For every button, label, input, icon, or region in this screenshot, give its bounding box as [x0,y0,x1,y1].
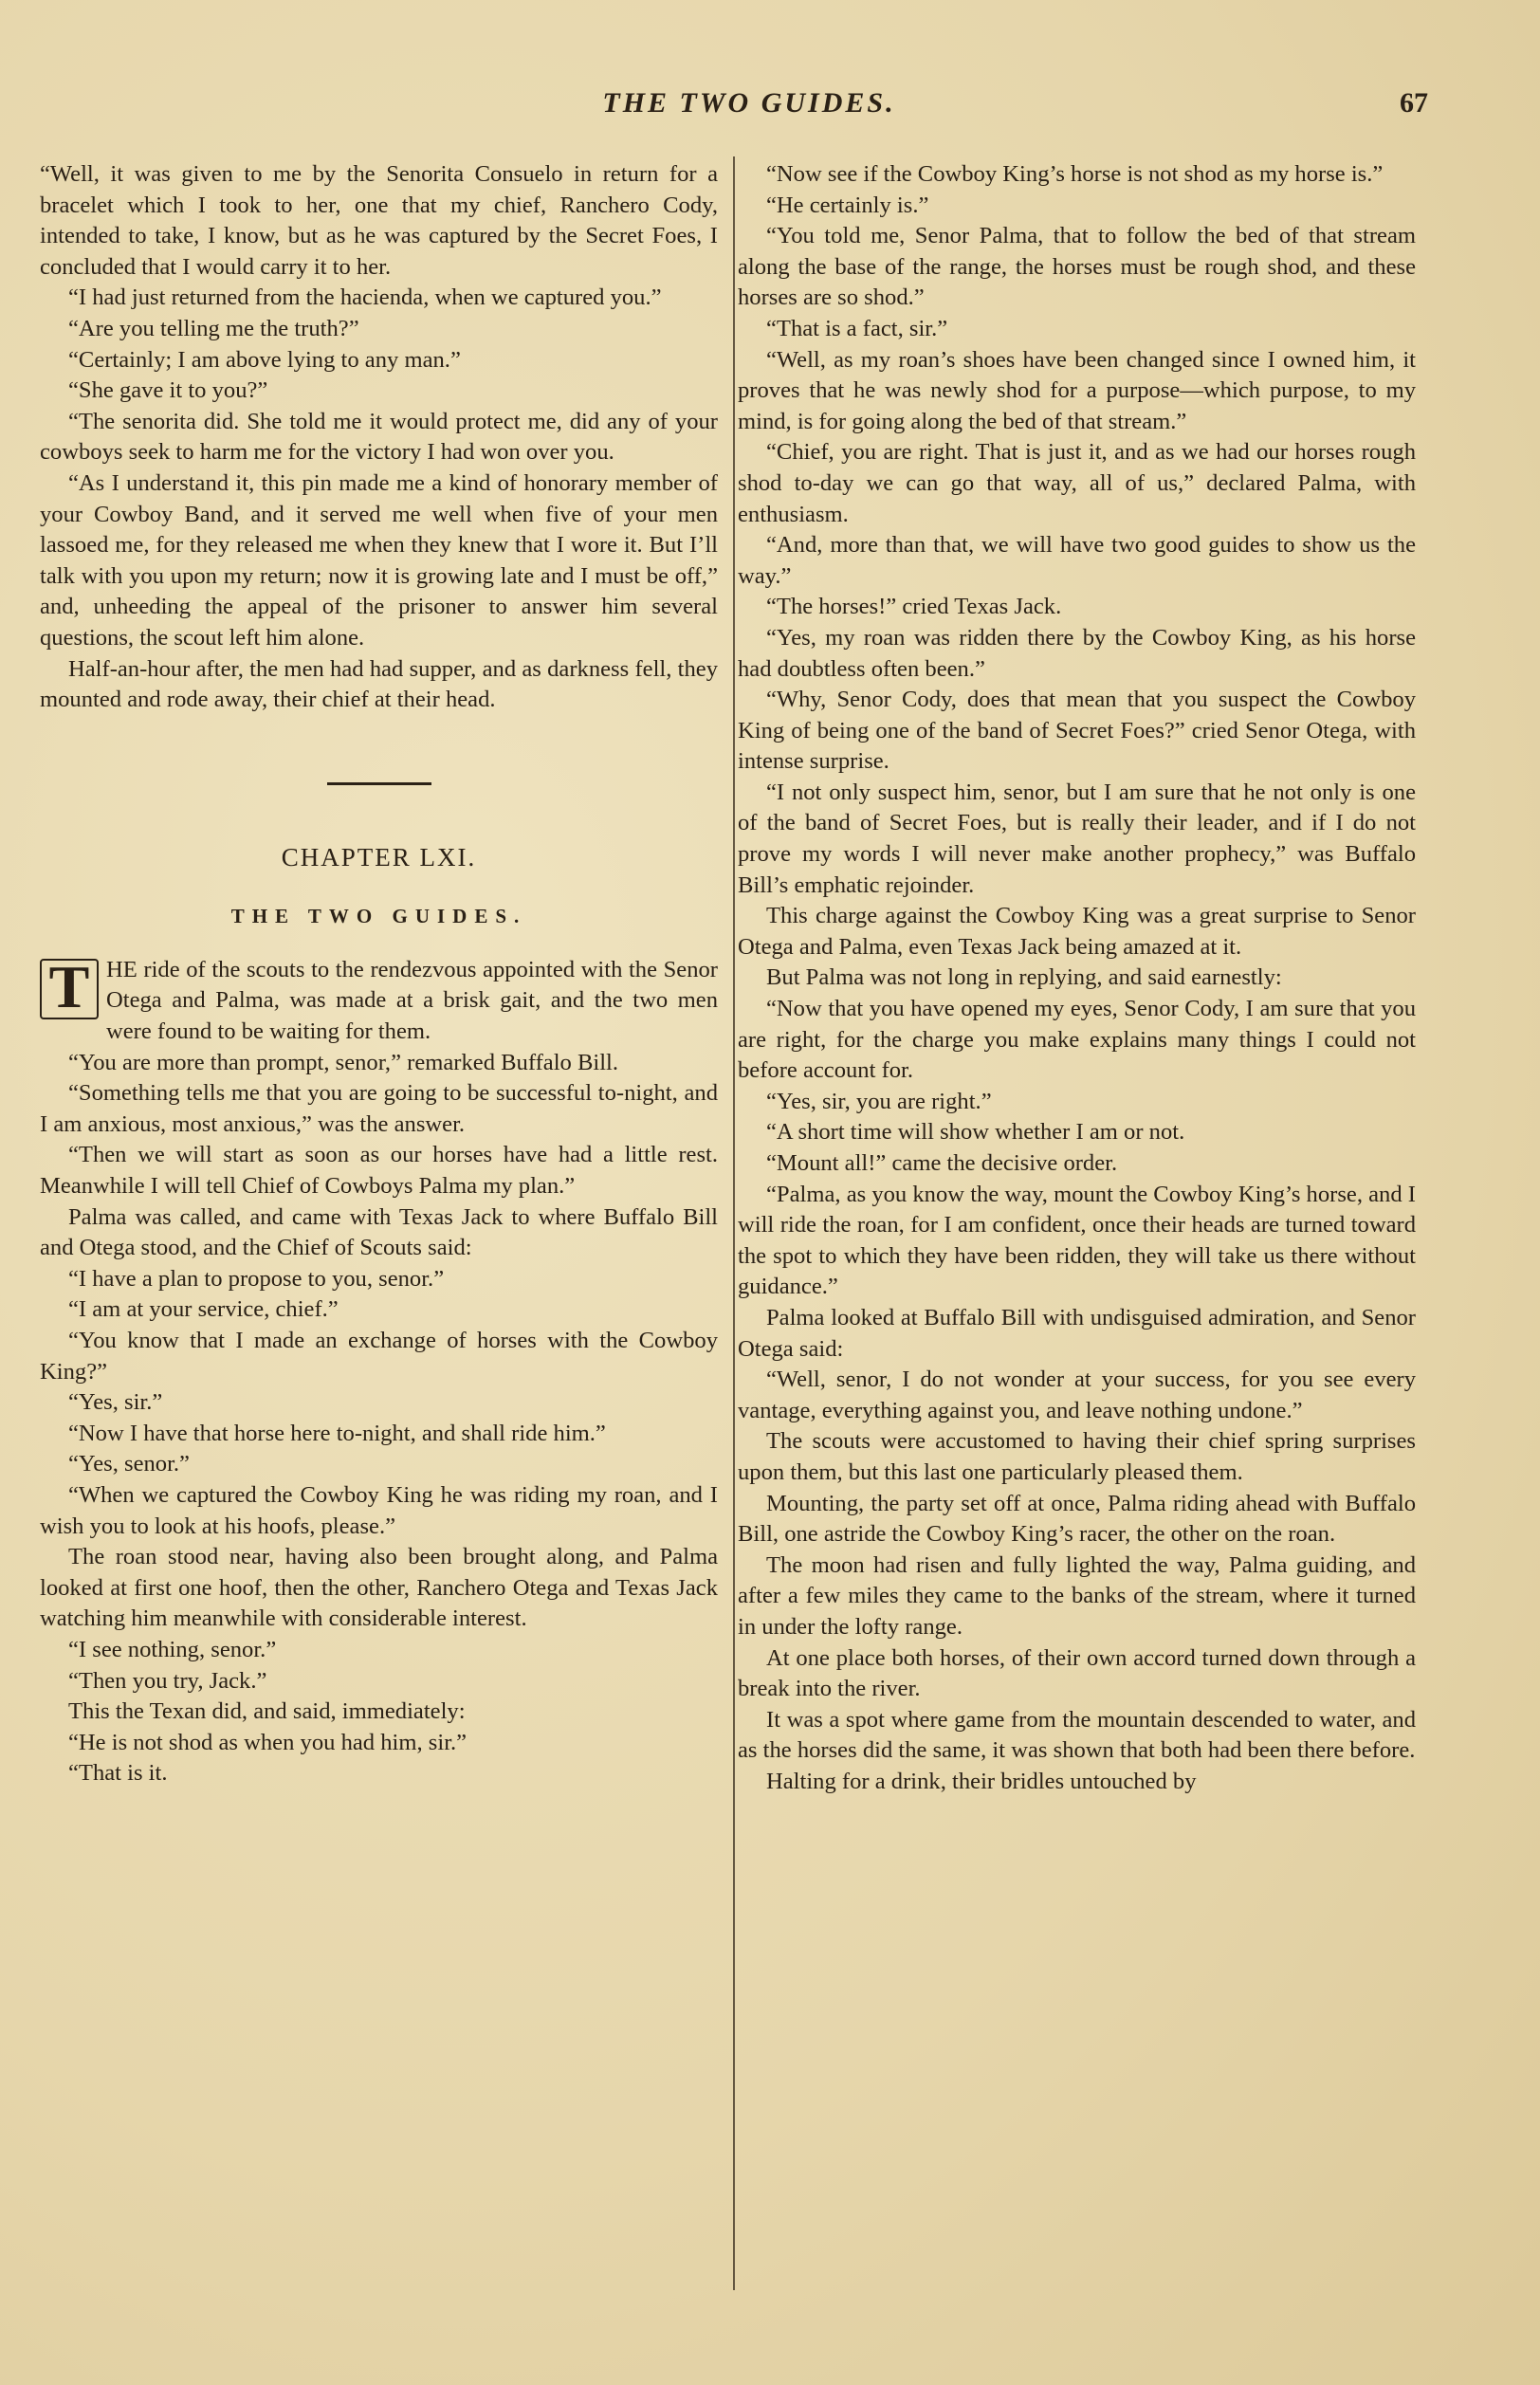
paragraph: “Something tells me that you are going to be successful to-night, and I am anxious, most anxious,” was the answer. [40,1080,718,1137]
paragraph: Half-an-hour after, the men had had supper, and as darkness fell, they mounted and rode away, their chief at their head. [40,655,718,713]
paragraph: “Chief, you are right. That is just it, and as we had our horses rough shod to-day we can go that way, all of us,” declared Palma, with enthusiasm. [738,439,1416,527]
paragraph: It was a spot where game from the mountain descended to water, and as the horses did the same, it was shown that both had been there before. [738,1706,1416,1764]
paragraph: “Yes, sir, you are right.” [766,1088,992,1114]
paragraph: This the Texan did, and said, immediately: [68,1698,466,1725]
section-rule [327,782,431,785]
paragraph: At one place both horses, of their own accord turned down through a break into the river. [738,1644,1416,1702]
paragraph: “That is it. [68,1760,168,1787]
paragraph: Halting for a drink, their bridles untouched by [766,1768,1197,1794]
paragraph: “Yes, my roan was ridden there by the Cowboy King, as his horse had doubtless often been.” [738,624,1416,682]
paragraph: The roan stood near, having also been brought along, and Palma looked at first one hoof, then the other, Ranchero Otega and Texas Jack watching him meanwhile with considerable interest. [40,1544,718,1632]
paragraph: “And, more than that, we will have two good guides to show us the way.” [738,532,1416,589]
paragraph: “She gave it to you?” [68,377,268,404]
paragraph: “Now I have that horse here to-night, and shall ride him.” [68,1420,606,1446]
paragraph: “He certainly is.” [766,192,929,218]
right-column [738,159,1416,1797]
paragraph: “You told me, Senor Palma, that to follow the bed of that stream along the base of the range, the horses must be rough shod, and these horses are so shod.” [738,223,1416,311]
page-number: 67 [1400,87,1428,119]
paragraph: “Then you try, Jack.” [68,1667,267,1694]
paragraph: “I had just returned from the hacienda, when we captured you.” [68,284,662,311]
chapter-opening-text: HE ride of the scouts to the rendezvous appointed with the Senor Otega and Palma, was made at a brisk gait, and the two men were found to be waiting for them. [106,956,718,1045]
paragraph: “Now see if the Cowboy King’s horse is not shod as my horse is.” [766,161,1384,187]
paragraph: “As I understand it, this pin made me a kind of honorary member of your Cowboy Band, and it served me well when five of your men lassoed me, for they released me when they knew that I wore it. But I’ll talk with you upon my return; now it is growing late and I must be off,” and, unheeding the appeal of the prisoner to answer him several questions, the scout left him alone. [40,469,718,651]
paragraph: Mounting, the party set off at once, Palma riding ahead with Buffalo Bill, one astride the Cowboy King’s racer, the other on the roan. [738,1490,1416,1548]
paragraph: “Why, Senor Cody, does that mean that you suspect the Cowboy King of being one of the band of Secret Foes?” cried Senor Otega, with intense surprise. [738,687,1416,775]
chapter-opening-paragraph [40,952,718,1048]
paragraph: “I have a plan to propose to you, senor.” [68,1265,445,1292]
paragraph: “You are more than prompt, senor,” remarked Buffalo Bill. [68,1049,619,1075]
paragraph: “Well, it was given to me by the Senorita Consuelo in return for a bracelet which I took to her, one that my chief, Ranchero Cody, intended to take, I know, but as he was captured by the Secret Foes, I concluded that I would carry it to her. [40,161,718,280]
paragraph: Palma was called, and came with Texas Jack to where Buffalo Bill and Otega stood, and the Chief of Scouts said: [40,1203,718,1261]
paragraph: Palma looked at Buffalo Bill with undisguised admiration, and Senor Otega said: [738,1304,1416,1362]
paragraph: “Are you telling me the truth?” [68,315,359,341]
left-column [40,159,718,1789]
paragraph: “Yes, senor.” [68,1451,190,1477]
chapter-number: CHAPTER LXI. [281,842,477,871]
paragraph: “Yes, sir.” [68,1389,163,1416]
running-head: THE TWO GUIDES. [602,87,896,119]
paragraph: “Palma, as you know the way, mount the Cowboy King’s horse, and I will ride the roan, for I am confident, once their heads are turned toward the spot to which they have been ridden, they will take us there without guidance.” [738,1181,1416,1300]
paragraph: “Then we will start as soon as our horses have had a little rest. Meanwhile I will tell Chief of Cowboys Palma my plan.” [40,1142,718,1200]
paragraph: “Certainly; I am above lying to any man.” [68,346,461,373]
paragraph: This charge against the Cowboy King was a great surprise to Senor Otega and Palma, even Texas Jack being amazed at it. [738,903,1416,960]
paragraph: “He is not shod as when you had him, sir.” [68,1729,468,1755]
paragraph: “A short time will show whether I am or not. [766,1119,1185,1146]
drop-cap: T [40,959,99,1019]
paragraph: The scouts were accustomed to having their chief spring surprises upon them, but this last one particularly pleased them. [738,1428,1416,1485]
paragraph: “When we captured the Cowboy King he was riding my roan, and I wish you to look at his hoofs, please.” [40,1481,718,1539]
paragraph: “You know that I made an exchange of horses with the Cowboy King?” [40,1328,718,1385]
column-divider [733,156,735,2290]
paragraph: “I am at your service, chief.” [68,1296,339,1323]
paragraph: “Well, as my roan’s shoes have been changed since I owned him, it proves that he was newly shod for a purpose—which purpose, to my mind, is for going along the bed of that stream.” [738,346,1416,434]
chapter-title: THE TWO GUIDES. [230,905,527,928]
paragraph: “The horses!” cried Texas Jack. [766,594,1062,620]
paragraph: “Mount all!” came the decisive order. [766,1150,1118,1176]
paragraph: “I not only suspect him, senor, but I am sure that he not only is one of the band of Secret Foes, but is really their leader, and if I do not prove my words I will never make another prophecy,” was Buffalo Bill’s emphatic rejoinder. [738,779,1416,898]
paragraph: “That is a fact, sir.” [766,315,948,341]
paragraph: “Now that you have opened my eyes, Senor Cody, I am sure that you are right, for the charge you make explains many things I could not before account for. [738,996,1416,1084]
paragraph: But Palma was not long in replying, and said earnestly: [766,964,1282,991]
paragraph: The moon had risen and fully lighted the way, Palma guiding, and after a few miles they came to the banks of the stream, where it turned in under the lofty range. [738,1551,1416,1640]
paragraph: “The senorita did. She told me it would protect me, did any of your cowboys seek to harm me for the victory I had won over you. [40,408,718,466]
paragraph: “I see nothing, senor.” [68,1636,277,1662]
paragraph: “Well, senor, I do not wonder at your success, for you see every vantage, everything against you, and leave nothing undone.” [738,1367,1416,1423]
